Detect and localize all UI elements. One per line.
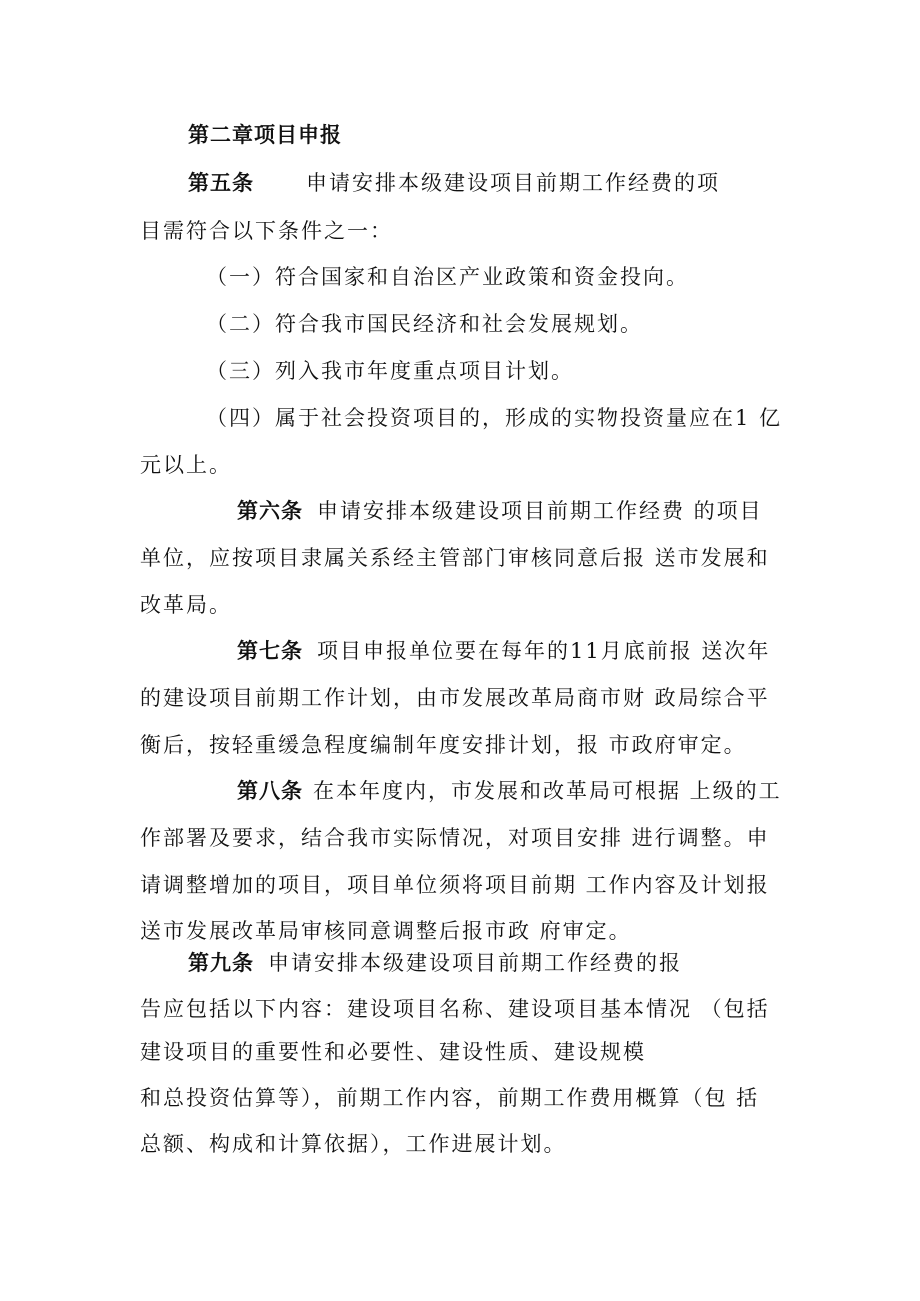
article-6-line-2: 单位，应按项目隶属关系经主管部门审核同意后报 送市发展和 [140,546,770,570]
article-5-line-2: 目需符合以下条件之一： [140,219,393,243]
article-6-line-3: 改革局。 [140,593,232,617]
article-5-label: 第五条 [188,170,254,195]
article-8-line-2: 作部署及要求，结合我市实际情况，对项目安排 进行调整。申 [140,826,770,850]
article-6-text-1: 申请安排本级建设项目前期工作经费 的项目 [317,499,763,523]
article-7-line-3: 衡后，按轻重缓急程度编制年度安排计划，报 市政府审定。 [140,733,747,757]
article-8-line-4: 送市发展改革局审核同意调整后报市政 府审定。 [140,919,632,943]
chapter-title: 第二章项目申报 [188,122,342,147]
article-5-item-3: （三）列入我市年度重点项目计划。 [206,359,574,383]
article-8-line-1 [237,776,782,806]
article-9-line-3: 建设项目的重要性和必要性、建设性质、建设规模 [140,1040,646,1064]
article-9-label: 第九条 [188,950,254,975]
article-6-line-1 [237,496,763,526]
article-6-label: 第六条 [237,498,303,523]
article-5-line-1 [188,168,720,198]
article-5-item-4-line-1: （四）属于社会投资项目的，形成的实物投资量应在1 亿 [206,406,783,430]
article-9-line-1 [188,948,682,978]
article-9-line-5: 总额、构成和计算依据），工作进展计划。 [140,1132,567,1156]
article-8-line-3: 请调整增加的项目，项目单位须将项目前期 工作内容及计划报 [140,873,770,897]
article-9-text-1: 申请安排本级建设项目前期工作经费的报 [268,951,682,975]
article-5-item-2: （二）符合我市国民经济和社会发展规划。 [206,312,643,336]
article-7-text-1: 项目申报单位要在每年的11月底前报 送次年 [317,639,771,663]
article-7-label: 第七条 [237,638,303,663]
article-8-label: 第八条 [237,778,303,803]
article-5-text-1: 申请安排本级建设项目前期工作经费的项 [306,171,720,195]
article-8-text-1: 在本年度内，市发展和改革局可根据 上级的工 [313,779,782,803]
article-7-line-1 [237,636,770,666]
article-5-item-4-line-2: 元以上。 [140,453,232,477]
article-7-line-2: 的建设项目前期工作计划，由市发展改革局商市财 政局综合平 [140,686,770,710]
article-9-line-4: 和总投资估算等），前期工作内容，前期工作费用概算（包 括 [140,1086,760,1110]
article-5-item-1: （一）符合国家和自治区产业政策和资金投向。 [206,265,689,289]
article-9-line-2: 告应包括以下内容：建设项目名称、建设项目基本情况 （包括 [140,997,770,1021]
